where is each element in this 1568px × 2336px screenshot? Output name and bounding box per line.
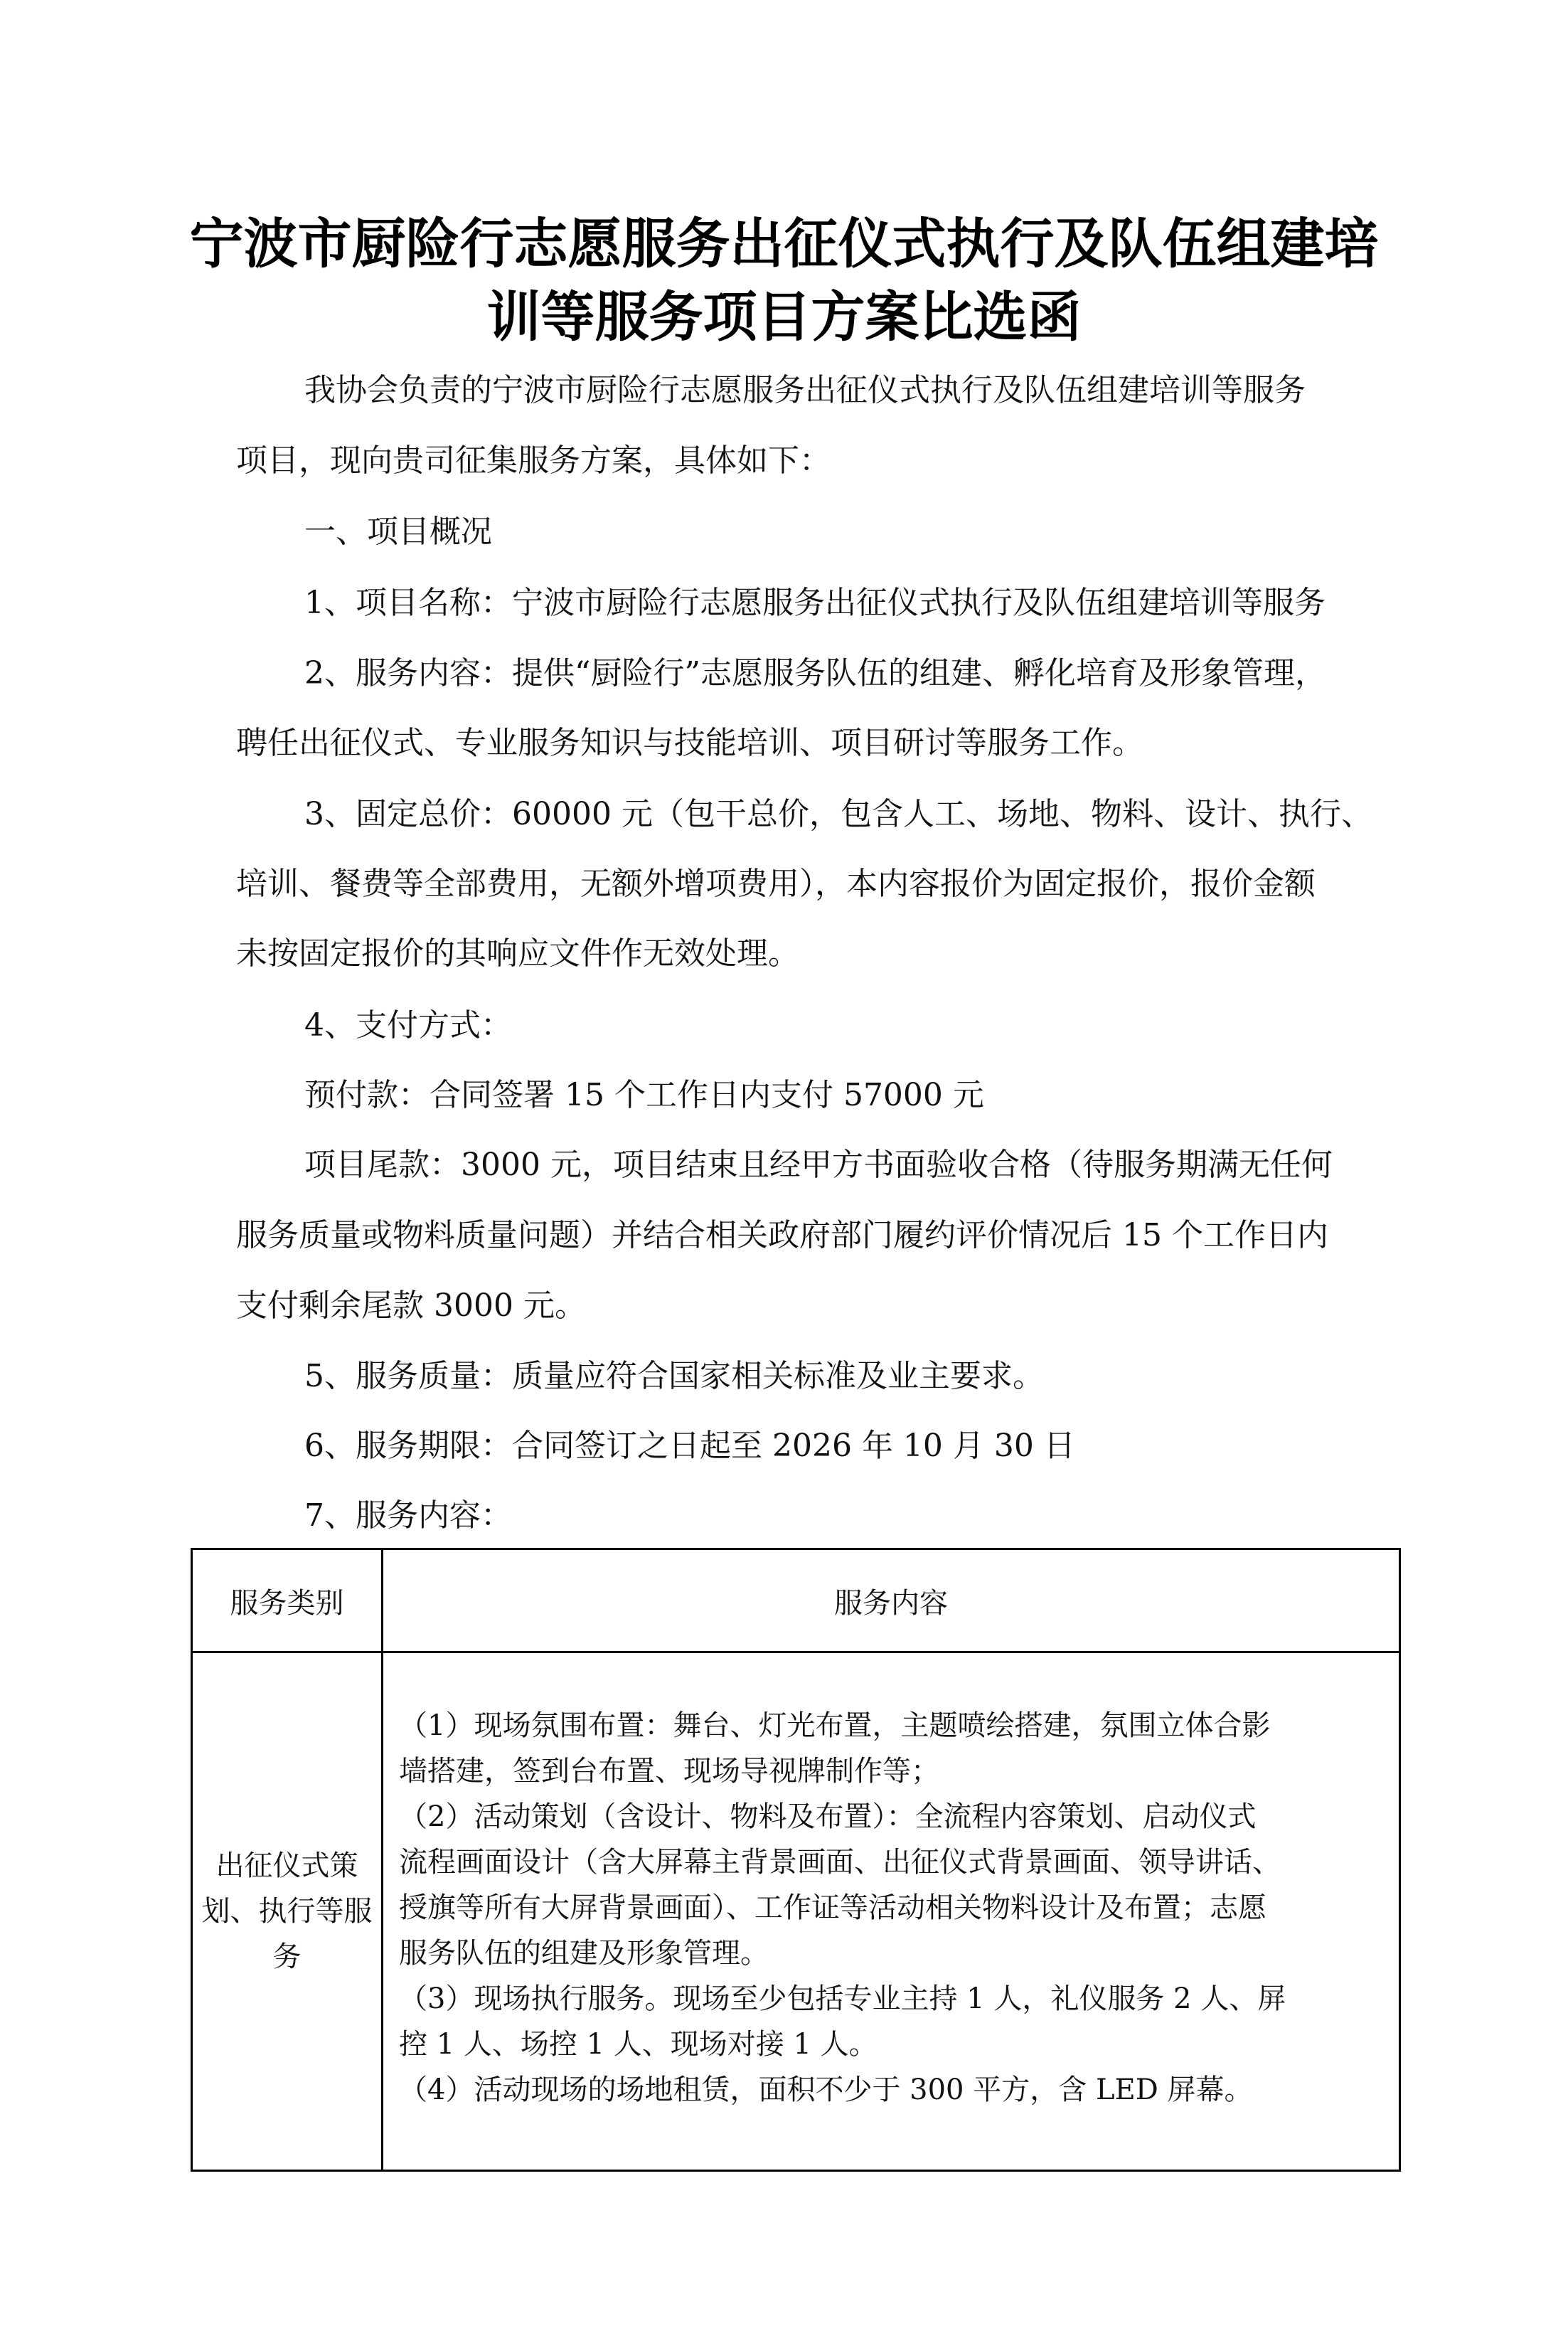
table-cell-content	[383, 1652, 1400, 2171]
item-final-payment-line-2: 服务质量或物料质量问题）并结合相关政府部门履约评价情况后 15 个工作日内	[236, 1217, 1328, 1253]
content-text-line: 控 1 人、场控 1 人、现场对接 1 人。	[399, 2028, 878, 2061]
content-text-line: （3）现场执行服务。现场至少包括专业主持 1 人，礼仪服务 2 人、屏	[399, 1982, 1286, 2015]
item-payment-method: 4、支付方式：	[304, 1007, 512, 1044]
item-service-content-line-2: 聘任出征仪式、专业服务知识与技能培训、项目研讨等服务工作。	[236, 725, 1143, 761]
item-advance-payment: 预付款：合同签署 15 个工作日内支付 57000 元	[304, 1077, 984, 1113]
category-text-line: 出征仪式策	[215, 1849, 358, 1882]
category-text-line: 务	[272, 1941, 302, 1973]
item-fixed-price-line-1: 3、固定总价：60000 元（包干总价，包含人工、场地、物料、设计、执行、	[304, 796, 1372, 832]
item-project-name: 1、项目名称：宁波市厨险行志愿服务出征仪式执行及队伍组建培训等服务	[304, 585, 1326, 621]
intro-paragraph-line-1: 我协会负责的宁波市厨险行志愿服务出征仪式执行及队伍组建培训等服务	[304, 372, 1306, 408]
content-text-line: （1）现场氛围布置：舞台、灯光布置，主题喷绘搭建，氛围立体合影	[399, 1709, 1271, 1742]
table-row	[192, 1652, 1400, 2171]
content-text-line: 服务队伍的组建及形象管理。	[399, 1937, 769, 1970]
table-header-content: 服务内容	[383, 1549, 1400, 1652]
intro-paragraph-line-2: 项目，现向贵司征集服务方案，具体如下：	[236, 442, 831, 479]
table-cell-category	[192, 1652, 383, 2171]
item-service-content-line-1: 2、服务内容：提供“厨险行”志愿服务队伍的组建、孵化培育及形象管理，	[304, 655, 1326, 691]
table-header-category: 服务类别	[192, 1549, 383, 1652]
content-text-line: （2）活动策划（含设计、物料及布置）：全流程内容策划、启动仪式	[399, 1800, 1257, 1833]
content-text-line: （4）活动现场的场地租赁，面积不少于 300 平方，含 LED 屏幕。	[399, 2074, 1253, 2106]
item-service-period: 6、服务期限：合同签订之日起至 2026 年 10 月 30 日	[304, 1428, 1075, 1464]
item-fixed-price-line-3: 未按固定报价的其响应文件作无效处理。	[236, 935, 799, 972]
document-title-line-1: 宁波市厨险行志愿服务出征仪式执行及队伍组建培	[189, 212, 1379, 275]
category-text-line: 划、执行等服	[201, 1895, 373, 1928]
item-service-quality: 5、服务质量：质量应符合国家相关标准及业主要求。	[304, 1358, 1044, 1394]
item-fixed-price-line-2: 培训、餐费等全部费用，无额外增项费用），本内容报价为固定报价，报价金额	[236, 866, 1316, 902]
service-content-table	[191, 1548, 1401, 2172]
item-service-content-heading: 7、服务内容：	[304, 1497, 512, 1534]
item-final-payment-line-1: 项目尾款：3000 元，项目结束且经甲方书面验收合格（待服务期满无任何	[304, 1147, 1333, 1183]
content-text-line: 授旗等所有大屏背景画面）、工作证等活动相关物料设计及布置；志愿	[399, 1891, 1266, 1924]
content-text-line: 流程画面设计（含大屏幕主背景画面、出征仪式背景画面、领导讲话、	[399, 1846, 1281, 1879]
table-header-row	[192, 1549, 1400, 1652]
section-heading-overview: 一、项目概况	[304, 514, 492, 550]
item-final-payment-line-3: 支付剩余尾款 3000 元。	[236, 1288, 586, 1324]
content-text-line: 墙搭建，签到台布置、现场导视牌制作等；	[399, 1755, 939, 1788]
document-title-line-2: 训等服务项目方案比选函	[486, 285, 1082, 349]
